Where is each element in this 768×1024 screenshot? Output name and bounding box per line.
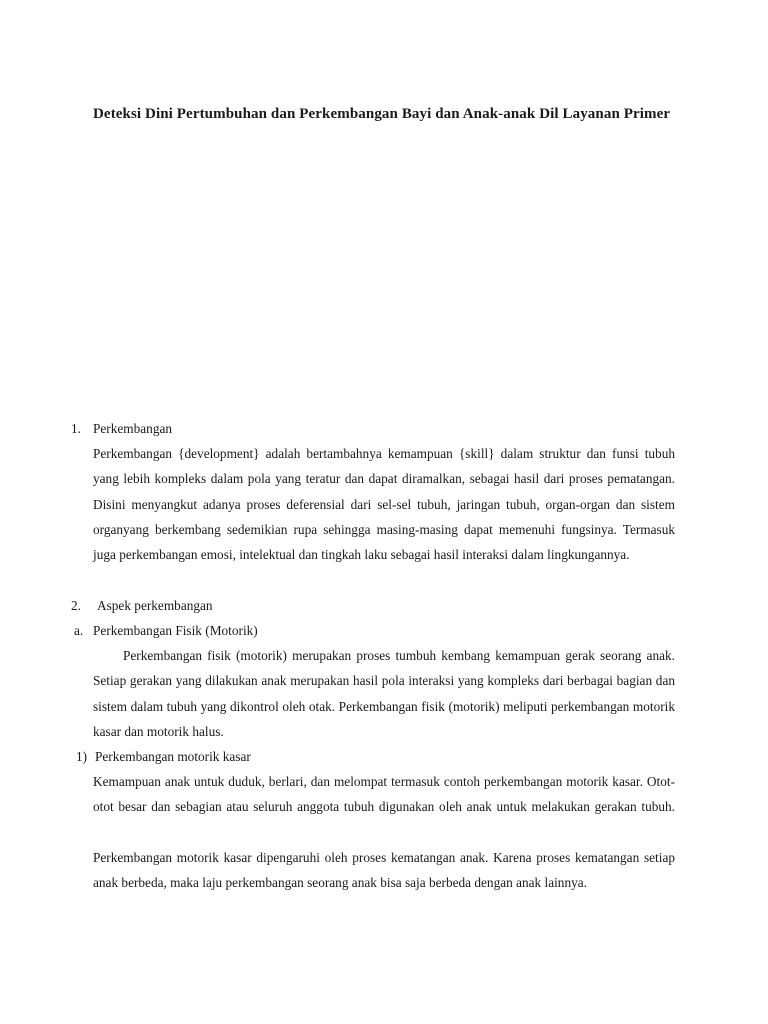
- subsection-a-heading: Perkembangan Fisik (Motorik): [93, 623, 258, 638]
- subsection-a1-heading: Perkembangan motorik kasar: [95, 749, 251, 764]
- subsection-a1-paragraph-2: Perkembangan motorik kasar dipengaruhi oleh proses kematangan anak. Karena proses kematangan setiap anak berbeda, maka laju perkembangan seorang anak bisa saja berbeda dengan anak lainnya.: [93, 850, 675, 891]
- subsection-a1-paragraph-1: Kemampuan anak untuk duduk, berlari, dan melompat termasuk contoh perkembangan motorik kasar. Otot-otot besar dan sebagian atau seluruh anggota tubuh digunakan oleh anak untuk melakukan gerakan tubuh.: [93, 774, 675, 815]
- subsection-a-paragraph: Perkembangan fisik (motorik) merupakan proses tumbuh kembang kemampuan gerak seorang anak. Setiap gerakan yang dilakukan anak merupakan hasil pola interaksi yang kompleks dari berbagai bagian dan sistem dalam tubuh yang dikontrol oleh otak. Perkembangan fisik (motorik) meliputi perkembangan motorik kasar dan motorik halus.: [93, 648, 675, 739]
- section-2-number: 2.: [71, 598, 81, 613]
- document-title: Deteksi Dini Pertumbuhan dan Perkembangan Bayi dan Anak-anak Dil Layanan Primer: [93, 106, 671, 122]
- section-1-number: 1.: [71, 421, 81, 436]
- section-1-heading: Perkembangan: [93, 421, 173, 436]
- subsection-a-letter: a.: [74, 623, 84, 638]
- section-1-paragraph: Perkembangan {development} adalah bertambahnya kemampuan {skill} dalam struktur dan funsi tubuh yang lebih kompleks dalam pola yang teratur dan dapat diramalkan, sebagai hasil dari proses pematangan. Disini menyangkut adanya proses deferensial dari sel-sel tubuh, jaringan tubuh, organ-organ dan sistem organyang berkembang sedemikian rupa sehingga masing-masing dapat memenuhi fungsinya. Termasuk juga perkembangan emosi, intelektual dan tingkah laku sebagai hasil interaksi dalam lingkungannya.: [93, 446, 675, 563]
- subsection-a1-number: 1): [76, 749, 88, 764]
- section-2-heading: Aspek perkembangan: [97, 598, 213, 613]
